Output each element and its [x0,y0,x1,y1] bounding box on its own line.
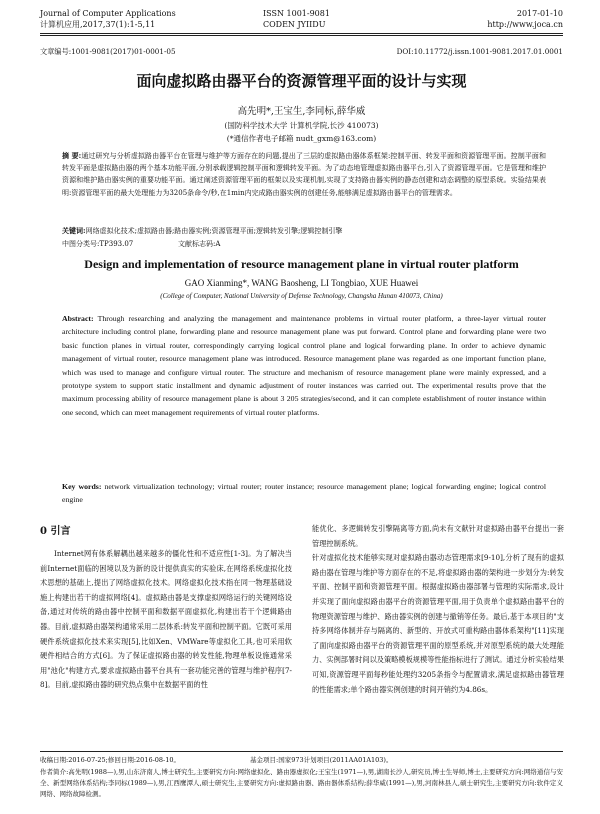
keywords-cn [62,225,546,237]
keywords-cn-label: 关键词: [62,226,86,235]
keywords-cn-text: 网络虚拟化技术;虚拟路由器;路由器实例;资源管理平面;逻辑转发引擎;逻辑控制引擎 [85,227,343,235]
page-title-cn: 面向虚拟路由器平台的资源管理平面的设计与实现 [136,72,467,90]
corresponding-author-cn: (*通信作者电子邮箱 nudt_gxm@163.com) [226,134,377,143]
intro-right-column: 能优化、多逻辑转发引擎隔离等方面,尚未有文献针对虚拟路由器平台提出一套管理控制系统。 针对虚拟化技术能够实现对虚拟路由器动态管理需求[9-10],分析了现有的虚拟路由器在管理与维护等方面存在的不足,将虚拟路由器的架构进一步划分为:转发平面、控制平面和资源管理平面。根据虚拟路由器部署与管理的实际需求,设计并实现了面向虚拟路由器平台的资源管理平面,用于负责单个虚拟路由器平台的物理资源管理与维护、路由器实例的创建与撤销等任务。最后,基于本项目的"支持多网络体制并存与隔离的、新型的、开放式可重构路由器体系架构"[11]实现了面向虚拟路由器平台的资源管理平面的原型系统,并对原型系统的最大处理能力、实例部署时间以及策略模板规模等性能指标进行了测试。通过分析实验结果可知,资源管理平面每秒能处理约3205条指令与配置请求,满足虚拟路由器管理的性能需求;单个路由器实例创建的时间开销约为4.86s。 [312,524,564,694]
abstract-en-label: Abstract: [62,314,94,323]
article-number: 文章编号:1001-9081(2017)01-0001-05 [40,47,176,56]
page-title-en: Design and implementation of resource management plane in virtual router platform [84,257,519,271]
classification-code: 中图分类号:TP393.07 [62,240,134,248]
affiliation-en: (College of Computer, National University of Defense Technology, Changsha Hunan 410073, China) [160,292,443,300]
received-date: 收稿日期:2016-07-25;修回日期:2016-08-10。 [40,756,181,764]
abstract-cn-text: 通过研究与分析虚拟路由器平台在管理与维护等方面存在的问题,提出了三层的虚拟路由器体系框架:控制平面、转发平面和资源管理平面。控制平面和转发平面是虚拟路由器的两个基本功能平面,分别承载逻辑控制平面和逻辑转发平面。为了动态地管理虚拟路由器平台,引入了资源管理平面。它是管理和维护资源和维护路由器实例的重要功能平面。通过阐述资源管理平面的框架以及实现机制,实现了支持路由器实例的静态创建和动态调整的原型系统。实验结果表明:资源管理平面的最大处理能力为3205条命令/秒,在1min内完成路由器实例的创建任务,能够满足虚拟路由器平台的管理需求。 [62,152,546,197]
issn: ISSN 1001-9081 [263,9,330,18]
authors-cn: 高先明*,王宝生,李同标,薛华威 [237,106,366,117]
abstract-en-text: Through researching and analyzing the management and maintenance problems in virtual router platform, a three-layer virtual router architecture including control plane, forwarding plane and resource management plane was put forward. Control plane and forwarding plane were two basic function planes in virtual router, correspondingly carrying logical control plane and logical forwarding plane. In order to achieve dynamic management of virtual router, resource management plane was introduced. Resource management plane was regarded as one important function plane, which was used to manage and configure virtual router. The structure and mechanism of resource management plane were mainly expressed, and a prototype system to support static installment and dynamic adjustment of router instances was carried out. The experimental results prove that the maximum processing ability of resource management plane is about 3 205 strategies/second, and it can complete establishment of router instance within one second, which can meet management requirements of virtual router platforms. [62,314,546,417]
keywords-en [62,480,546,507]
issue-date: 2017-01-10 [516,9,563,18]
coden: CODEN JYIIDU [263,20,326,29]
journal-url[interactable]: http://www.joca.cn [487,20,563,29]
fund-project: 基金项目:国家973计划项目(2011AA01A103)。 [250,756,393,764]
doi[interactable]: DOI:10.11772/j.issn.1001-9081.2017.01.0001 [396,47,563,56]
abstract-cn [62,150,546,222]
header-rule-2 [40,35,563,36]
authors-en: GAO Xianming*, WANG Baosheng, LI Tongbiao, XUE Huawei [184,278,419,288]
author-bios: 作者简介:高先明(1988—),男,山东济南人,博士研究生,主要研究方向:网络虚拟化、路由器虚拟化;王宝生(1971—),男,湖南长沙人,研究员,博士生导师,博士,主要研究方向:网络通信与安全、新型网络体系结构;李同标(1989—),男,江西鹰潭人,硕士研究生,主要研究方向:虚拟路由器、路由器体系结构;薛华威(1991—),男,河南林县人,硕士研究生,主要研究方向:软件定义网络、网络故障检测。 [40,768,563,798]
affiliation-cn: (国防科学技术大学 计算机学院,长沙 410073) [224,121,379,130]
keywords-en-text: network virtualization technology; virtual router; router instance; resource management plane; logical forwarding engine; logical control engine [62,482,546,505]
footnote-rule [40,751,563,752]
document-code: 文献标志码:A [178,240,221,248]
abstract-en [62,312,546,474]
journal-name-cn: 计算机应用,2017,37(1):1-5,11 [40,20,156,29]
journal-name-en: Journal of Computer Applications [40,9,176,18]
keywords-en-label: Key words: [62,482,102,491]
abstract-cn-label: 摘 要: [62,151,82,160]
section-heading-introduction: 0 引言 [40,526,71,537]
intro-left-column: Internet网有体系解耦出越来越多的僵化性和不适应性[1-3]。为了解决当前Internet面临的困境以及为新的设计提供真实的实验床,在网络系统虚拟化技术思想的基础上,提出了网络虚拟化技术。网络虚拟化技术指在同一物理基础设施上构建出若干的虚拟网络[4]。虚拟路由器是支撑虚拟网络运行的关键网络设备,通过对传统的路由器中控制平面和数据平面虚拟化,构建出若干个逻辑路由器。目前,虚拟路由器架构通常采用二层体系:转发平面和控制平面。它既可采用硬件系统虚拟化技术来实现[5],比如Xen、VMWare等虚拟化工具,也可采用软硬件相结合的方式[6]。为了保证虚拟路由器的转发性能,物理单板设施通常采用"池化"构建方式,要求虚拟路由器平台具有一套功能完善的管理与维护程序[7-8]。目前,虚拟路由器的研究热点集中在数据平面的性 [40,549,292,690]
header-rule [40,33,563,34]
